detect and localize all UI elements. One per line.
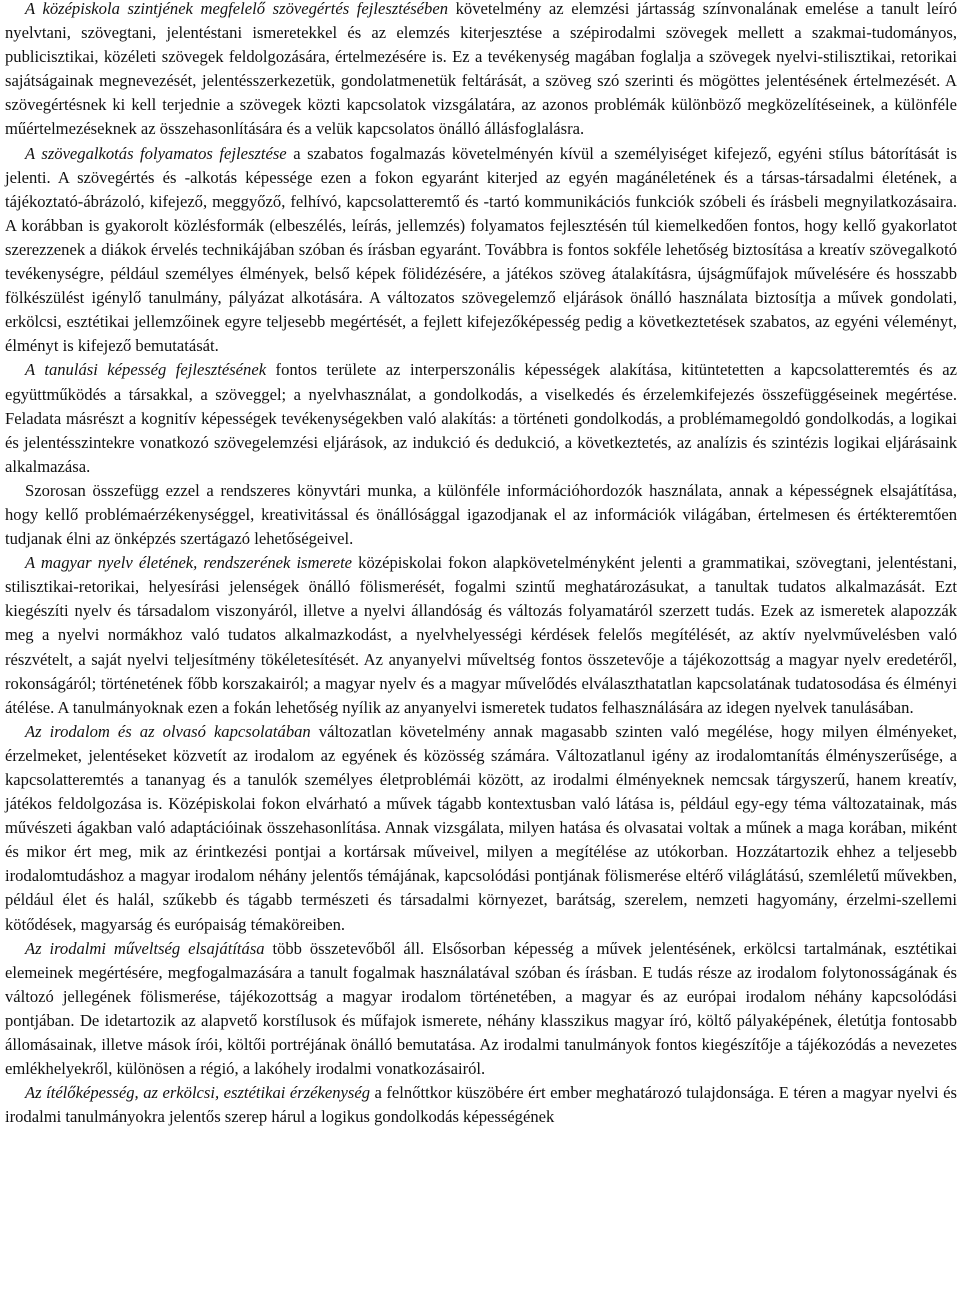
paragraph-lead-italic: Az irodalmi műveltség elsajátítása bbox=[25, 938, 265, 958]
paragraph-body-text: fontos területe az interperszonális képességek alakítása, kitüntetetten a kapcsolatteremtés és az együttműködés a társakkal, a szöveggel; a nyelvhasználat, a gondolkodás, a viselkedés és érzelemkifejezés összefüggéseinek megértése. Feladata másrészt a kognitív képességek tevékenységekben való alakítás: a történeti gondolkodás, a problémamegoldó gondolkodás, a logikai és jelentésszintekre vonatkozó szövegelemzési eljárások, az indukció és dedukció, a következtetés, az analízis és szintézis logikai eljárásaink alkalmazása. bbox=[5, 360, 957, 476]
paragraph-body-text: változatlan követelmény annak magasabb szinten való megélése, hogy milyen élményeket, érzelmeket, jelentéseket közvetít az irodalom az egyének és közösség számára. Változatlanul igény az irodalomtanítás élményszerűsége, a kapcsolatteremtés a tananyag és a tanulók személyes életproblémái között, az irodalmi élményeknek nemcsak tárgyszerű, hanem kreatív, játékos feldolgozása is. Középiskolai fokon elvárható a művek tágabb kontextusban való látása is, például egy-egy téma változatainak, más művészeti ágakban való adaptációinak összehasonlítása. Annak vizsgálata, milyen hatása és olvasatai voltak a műnek a maga korában, miként és mikor ért meg, mik az érintkezési pontjai a kortársak műveivel, milyen a megítélése az utókorban. Hozzátartozik ehhez a teljesebb irodalomtudáshoz a magyar irodalom néhány jelentős témájának, kapcsolódási pontjának fölismerése eltérő világlátású, szemléletű művekben, például élet és halál, szűkebb és tágabb természeti és társadalmi környezet, barátság, szerelem, nemzeti hagyomány, érzelmi-szellemi kötődések, magyarság és európaiság témaköreiben. bbox=[5, 721, 957, 934]
paragraph-lead-italic: A középiskola szintjének megfelelő szövegértés fejlesztésében bbox=[25, 0, 448, 18]
paragraph-body-text: középiskolai fokon alapkövetelményként jelenti a grammatikai, szövegtani, jelentéstani, stilisztikai-retorikai, helyesírási jelenségek önálló fölismerését, fogalmi szintű meghatározásukat, a tanultak tudatos alkalmazását. Ezt kiegészíti nyelv és társadalom viszonyáról, illetve a nyelvi állandóság és változás folyamatáról szerzett tudás. Ezek az ismeretek alapozzák meg a nyelvi normákhoz való tudatos alkalmazkodást, a nyelvhelyességi kérdések felelős megítélését, az aktív nyelvművelésben való részvételt, a saját nyelvi teljesítmény tökéletesítését. Az anyanyelvi műveltség fontos összetevője a tájékozottság a magyar nyelv eredetéről, rokonságáról; történetének főbb korszakairól; a magyar nyelv és a magyar művelődés elválaszthatatlan kapcsolatának tudatosodása és élményi átélése. A tanulmányoknak ezen a fokán lehetőség nyílik az anyanyelvi ismeretek tudatos felhasználására az idegen nyelvek tanulásában. bbox=[5, 553, 957, 717]
document-paragraph bbox=[5, 1081, 957, 1129]
paragraph-body-text: követelmény az elemzési jártasság színvonalának emelése a tanult leíró nyelvtani, szövegtani, jelentéstani ismeretekkel és az elemzés kiterjesztése a szépirodalmi szövegek mellett a szakmai-tudományos, publicisztikai, közéleti szövegek feldolgozására, értelmezésére is. Ez a tevékenység magában foglalja a szövegek nyelvi-stilisztikai, retorikai sajátságainak megnevezését, jelentésszerkezetük, gondolatmenetük feltárását, a szöveg szó szerinti és mögöttes jelentésének értelmezését. A szövegértésnek ki kell terjednie a szövegek közti kapcsolatok vizsgálatára, az azonos problémák különböző megközelítéseinek, a különféle műértelmezéseknek az összehasonlítására és a velük kapcsolatos önálló állásfoglalásra. bbox=[5, 0, 957, 139]
document-paragraph bbox=[5, 0, 957, 142]
document-page bbox=[5, 0, 957, 1129]
document-paragraph bbox=[5, 551, 957, 720]
document-paragraph bbox=[5, 720, 957, 937]
document-paragraph bbox=[5, 937, 957, 1082]
paragraph-lead-italic: A magyar nyelv életének, rendszerének ismerete bbox=[25, 553, 353, 573]
document-paragraph bbox=[5, 358, 957, 478]
paragraph-body-text: Szorosan összefügg ezzel a rendszeres könyvtári munka, a különféle információhordozók használata, annak a képességnek elsajátítása, hogy kellő problémaérzékenységgel, kreativitással és önállósággal igazodjanak el az információk világában, értelmesen és értékteremtően tudjanak élni az önképzés szertágazó lehetőségeivel. bbox=[5, 480, 957, 549]
document-paragraph bbox=[5, 479, 957, 551]
paragraph-lead-italic: A tanulási képesség fejlesztésének bbox=[25, 360, 267, 380]
paragraph-lead-italic: Az irodalom és az olvasó kapcsolatában bbox=[25, 721, 311, 741]
paragraph-body-text: a felnőttkor küszöbére ért ember meghatározó tulajdonsága. E téren a magyar nyelvi és irodalmi tanulmányokra jelentős szerep hárul a logikus gondolkodás képességének bbox=[5, 1083, 957, 1127]
paragraph-body-text: a szabatos fogalmazás követelményén kívül a személyiséget kifejező, egyéni stílus bátorítását is jelenti. A szövegértés és -alkotás képessége ezen a fokon egyaránt kiterjed az egyén magánéletének és a társas-társadalmi életének, a tájékoztató-ábrázoló, kifejező, meggyőző, felhívó, kapcsolatteremtő és -tartó kommunikációs funkciók szóbeli és írásbeli megnyilatkozásaira. A korábban is gyakorolt közlésformák (elbeszélés, leírás, jellemzés) folyamatos fejlesztésén túl kiemelkedően fontos, hogy kellő gyakorlatot szerezzenek a diákok érvelés technikájában szóban és írásban egyaránt. Továbbra is fontos sokféle lehetőség biztosítása a kreatív szövegalkotó tevékenységre, például személyes élmények, belső képek fölidézésére, a játékos szöveg átalakításra, újságműfajok művelésére és hosszabb fölkészülést igénylő tanulmány, pályázat alkotására. A változatos szövegelemző eljárások önálló használata biztosítja a művek gondolati, erkölcsi, esztétikai jellemzőinek egyre teljesebb megértését, a fejlett kifejezőképesség pedig a következtetések szabatos, az egyéni véleményt, élményt is kifejező bemutatását. bbox=[5, 143, 957, 356]
paragraph-body-text: több összetevőből áll. Elsősorban képesség a művek jelentésének, erkölcsi tartalmának, esztétikai elemeinek megértésére, megfogalmazására a tanult fogalmak használatával szóban és írásban. E tudás része az irodalom folytonosságának és változó jellegének fölismerése, tájékozottság a magyar irodalom történetében, a magyar és az európai irodalom néhány kapcsolódási pontjában. De idetartozik az alapvető korstílusok és műfajok ismerete, néhány klasszikus magyar író, költő pályaképének, életútja fontosabb állomásainak, illetve mások írói, költői portréjának önálló bemutatása. Az irodalmi tanulmányok fontos kiegészítője a tájékozódás a nevezetes emlékhelyekről, különösen a régió, a lakóhely irodalmi vonatkozásairól. bbox=[5, 938, 957, 1079]
paragraph-lead-italic: Az ítélőképesség, az erkölcsi, esztétikai érzékenység bbox=[25, 1083, 371, 1103]
document-paragraph bbox=[5, 142, 957, 359]
paragraph-lead-italic: A szövegalkotás folyamatos fejlesztése bbox=[25, 143, 287, 163]
